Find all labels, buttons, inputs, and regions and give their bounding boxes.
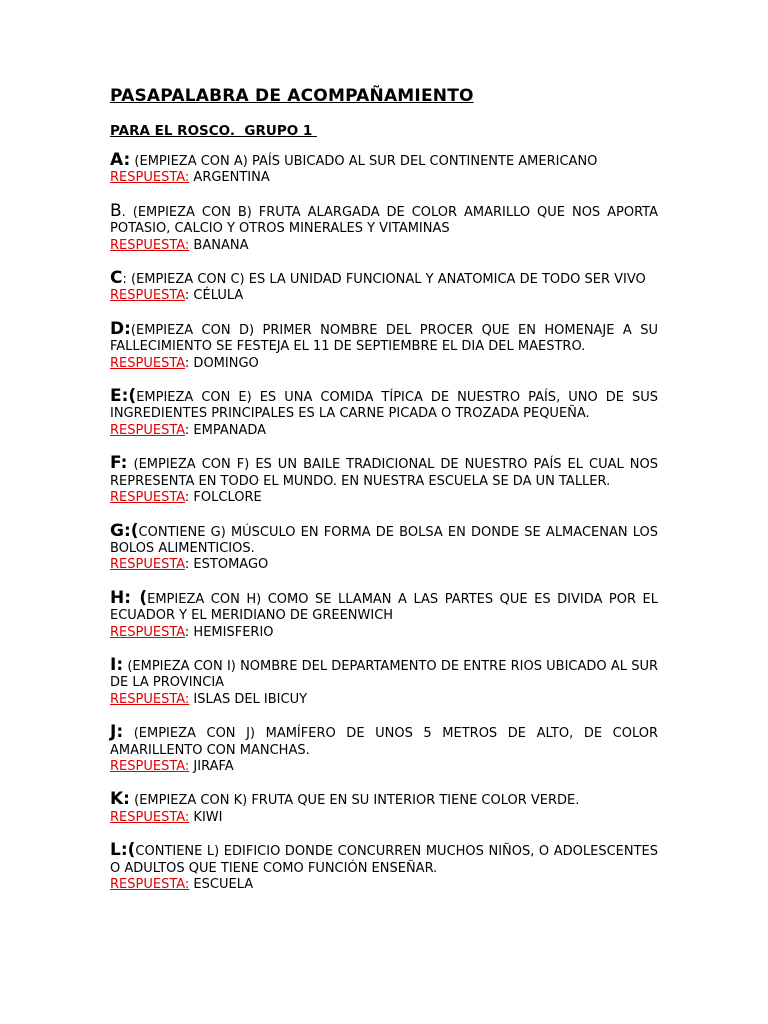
question-body: (EMPIEZA CON A) PAÍS UBICADO AL SUR DEL CONTINENTE AMERICANO (130, 154, 598, 169)
answer-text: : FOLCLORE (184, 490, 262, 506)
question-text (110, 388, 658, 423)
answer-label: RESPUESTA: (110, 809, 190, 825)
question-body: EMPIEZA CON H) COMO SE LLAMAN A LAS PARTES QUE ES DIVIDA POR EL ECUADOR Y EL MERIDIANO DE GREENWICH (110, 591, 658, 624)
answer-label: RESPUESTA: (110, 691, 190, 707)
question-body: (EMPIEZA CON K) FRUTA QUE EN SU INTERIOR TIENE COLOR VERDE. (129, 793, 580, 809)
answer-label: RESPUESTA (110, 490, 185, 506)
question-text (110, 200, 658, 238)
answer-line (110, 810, 658, 826)
question-body: EMPIEZA CON E) ES UNA COMIDA TÍPICA DE NUESTRO PAÍS, UNO DE SUS INGREDIENTES PRINCIPALES ES LA CARNE PICADA O TROZADA PEQUEÑA. (110, 390, 658, 422)
question-body: (EMPIEZA CON F) ES UN BAILE TRADICIONAL DE NUESTRO PAÍS EL CUAL NOS REPRESENTA EN TODO EL MUNDO. EN NUESTRA ESCUELA SE DA UN TALLER. (110, 457, 658, 489)
answer-text: : DOMINGO (184, 355, 259, 371)
answer-text: JIRAFA (189, 758, 234, 774)
answer-text: : EMPANADA (184, 422, 267, 438)
answer-line (110, 490, 658, 506)
document-title: PASAPALABRA DE ACOMPAÑAMIENTO (110, 86, 474, 106)
answer-text: KIWI (189, 809, 223, 825)
answer-line (110, 170, 658, 186)
question-body: (EMPIEZA CON D) PRIMER NOMBRE DEL PROCER QUE EN HOMENAJE A SU FALLECIMIENTO SE FESTEJA EL 11 DE SEPTIEMBRE EL DIA DEL MAESTRO. (110, 322, 658, 355)
letter-label: J: (110, 722, 124, 743)
entry-h (110, 587, 658, 641)
question-text (110, 152, 658, 170)
letter-label: F: (110, 453, 128, 474)
question-text (110, 724, 658, 759)
entry-c (110, 270, 658, 305)
question-body: (EMPIEZA CON J) MAMÍFERO DE UNOS 5 METROS DE ALTO, DE COLOR AMARILLENTO CON MANCHAS. (110, 726, 658, 758)
answer-line (110, 238, 658, 254)
question-text (110, 318, 658, 356)
letter-label: E:( (110, 386, 137, 407)
question-text (110, 842, 658, 877)
question-text (110, 270, 658, 288)
answer-text: ISLAS DEL IBICUY (189, 691, 308, 707)
answer-label: RESPUESTA: (110, 237, 190, 253)
answer-line (110, 692, 658, 708)
answer-label: RESPUESTA (110, 557, 185, 573)
answer-line (110, 557, 658, 573)
answer-label: RESPUESTA (110, 624, 185, 640)
question-body: (EMPIEZA CON I) NOMBRE DEL DEPARTAMENTO DE ENTRE RIOS UBICADO AL SUR DE LA PROVINCIA (110, 658, 658, 691)
question-text (110, 654, 658, 692)
answer-label: RESPUESTA (110, 355, 185, 371)
answer-text: ESCUELA (189, 877, 254, 892)
answer-line (110, 877, 658, 893)
entry-f (110, 455, 658, 506)
answer-label: RESPUESTA: (110, 758, 190, 774)
entry-b (110, 200, 658, 254)
answer-label: RESPUESTA: (110, 877, 190, 892)
entry-a (110, 152, 658, 187)
question-text (110, 791, 658, 809)
letter-label: K: (110, 789, 130, 810)
answer-line (110, 423, 658, 439)
entry-g (110, 520, 658, 574)
answer-text: : HEMISFERIO (184, 624, 274, 640)
entry-i (110, 654, 658, 708)
answer-line (110, 288, 658, 304)
question-text (110, 520, 658, 558)
answer-label: RESPUESTA (110, 288, 185, 304)
answer-text: ARGENTINA (189, 170, 270, 186)
letter-label: H: ( (110, 587, 148, 608)
answer-label: RESPUESTA: (110, 170, 190, 186)
letter-label: D: (110, 318, 131, 339)
answer-line (110, 759, 658, 775)
answer-text: BANANA (189, 237, 249, 253)
question-body: CONTIENE G) MÚSCULO EN FORMA DE BOLSA EN DONDE SE ALMACENAN LOS BOLOS ALIMENTICIOS. (110, 524, 658, 556)
answer-line (110, 625, 658, 641)
entries-list (110, 152, 658, 893)
entry-l (110, 842, 658, 893)
letter-label: B (110, 200, 122, 221)
question-body: : (EMPIEZA CON C) ES LA UNIDAD FUNCIONAL Y ANATOMICA DE TODO SER VIVO (122, 272, 646, 288)
answer-line (110, 356, 658, 372)
answer-text: : CÉLULA (184, 288, 244, 304)
letter-label: A: (110, 150, 131, 170)
question-body: CONTIENE L) EDIFICIO DONDE CONCURREN MUCHOS NIÑOS, O ADOLESCENTES O ADULTOS QUE TIENE COMO FUNCIÓN ENSEÑAR. (110, 844, 658, 876)
answer-label: RESPUESTA (110, 422, 185, 438)
entry-e (110, 388, 658, 439)
question-text (110, 587, 658, 625)
letter-label: L:( (110, 840, 136, 861)
letter-label: G:( (110, 520, 139, 541)
entry-k (110, 791, 658, 826)
question-text (110, 455, 658, 490)
question-body: . (EMPIEZA CON B) FRUTA ALARGADA DE COLOR AMARILLO QUE NOS APORTA POTASIO, CALCIO Y OTROS MINERALES Y VITAMINAS (110, 204, 658, 237)
answer-text: : ESTOMAGO (184, 557, 269, 573)
entry-j (110, 724, 658, 775)
entry-d (110, 318, 658, 372)
letter-label: C (110, 268, 123, 289)
letter-label: I: (110, 654, 124, 675)
document-subtitle: PARA EL ROSCO. GRUPO 1 (110, 123, 317, 139)
